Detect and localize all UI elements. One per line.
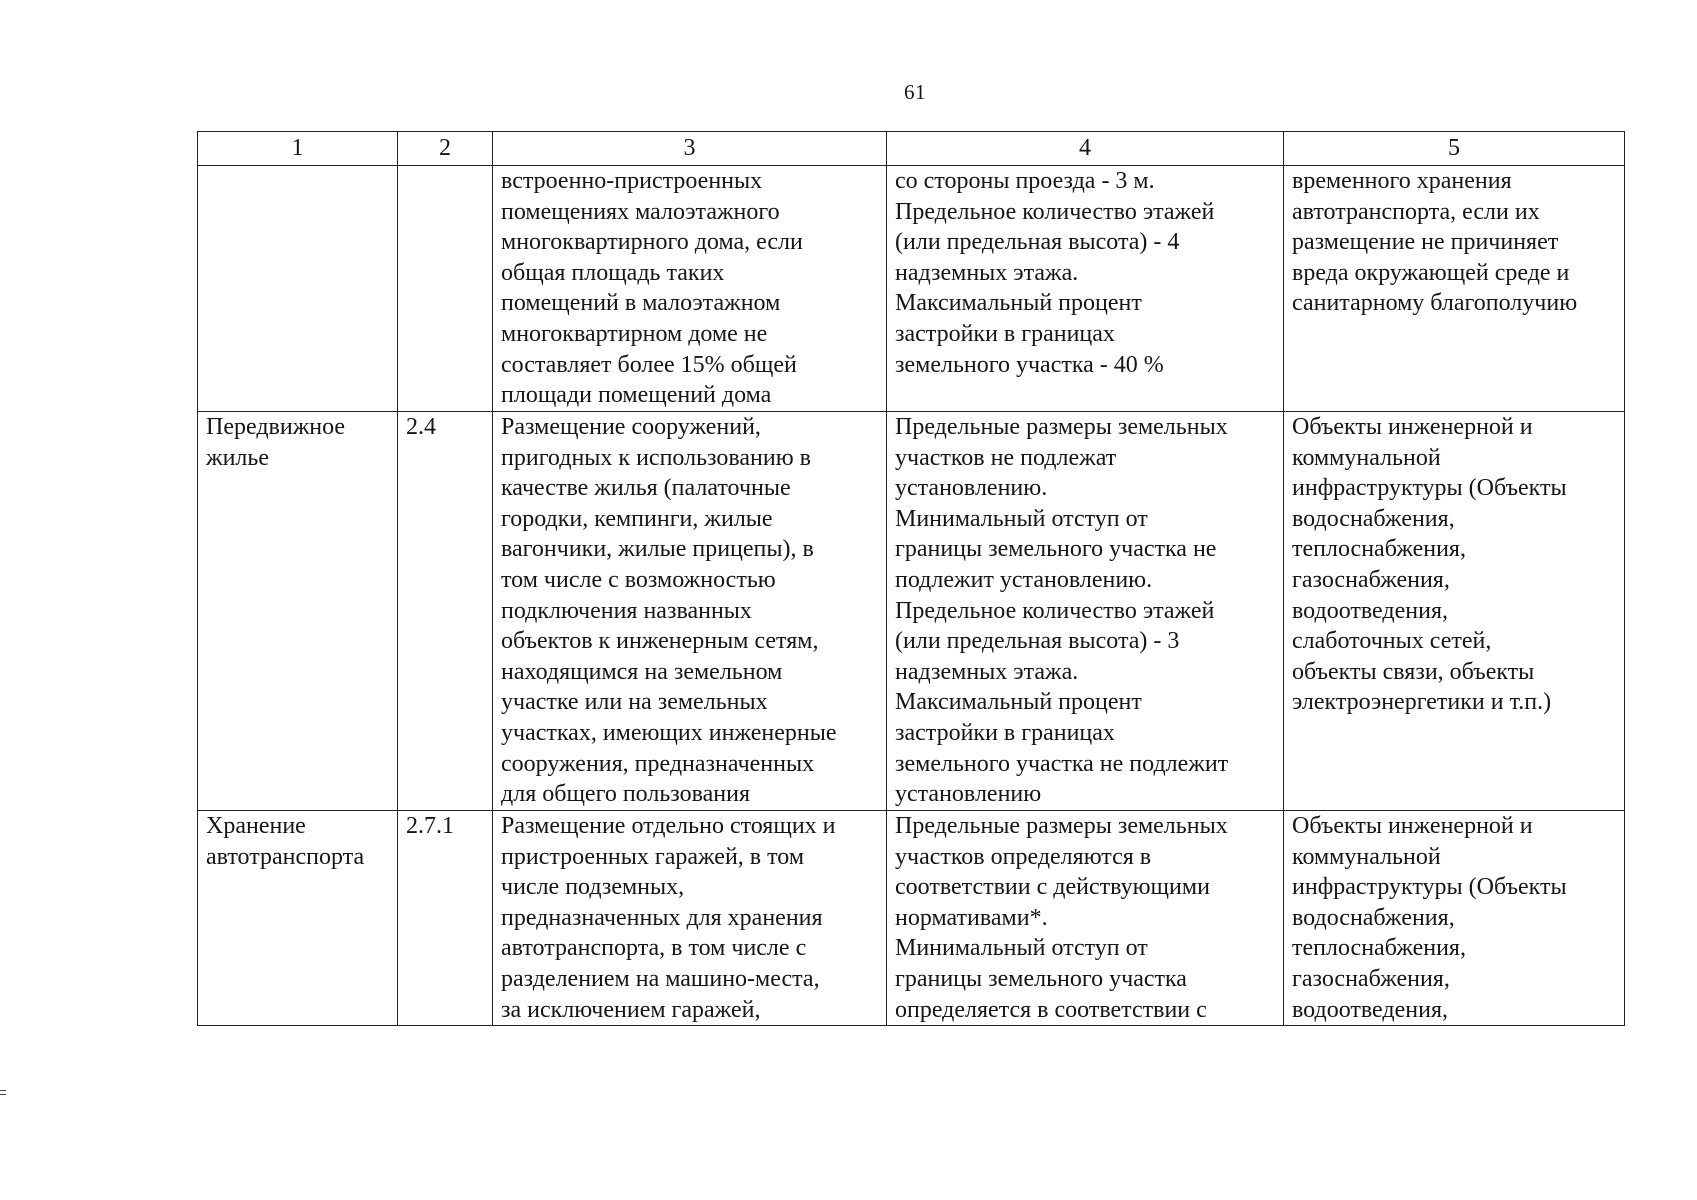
cell-text-line: (или предельная высота) - 3 (895, 628, 1180, 655)
use-name-cell (198, 412, 398, 811)
auxiliary-uses-cell (1284, 166, 1625, 412)
cell-text-line: Предельные размеры земельных (895, 414, 1228, 440)
cell-text-line: предназначенных для хранения (501, 904, 823, 931)
cell-text-line: вреда окружающей среде и (1292, 259, 1570, 286)
cell-text-line: объектов к инженерным сетям, (501, 628, 819, 655)
cell-text-line: определяется в соответствии с (895, 996, 1207, 1023)
cell-text-line: составляет более 15% общей (501, 351, 797, 378)
cell-text-line: объекты связи, объекты (1292, 658, 1535, 685)
use-code-cell (398, 166, 493, 412)
land-use-table (197, 131, 1625, 1026)
cell-text-line: площади помещений дома (501, 382, 772, 409)
cell-text-line: размещение не причиняет (1292, 229, 1559, 256)
auxiliary-uses-cell (1284, 412, 1625, 811)
use-description-cell (493, 412, 887, 811)
cell-text-line: слаботочных сетей, (1292, 628, 1492, 655)
cell-text-line: Хранение (206, 813, 306, 839)
auxiliary-uses-cell (1284, 811, 1625, 1026)
cell-text-line: застройки в границах (895, 320, 1115, 347)
cell-text-line: Размещение отдельно стоящих и (501, 813, 836, 839)
cell-text-line: Предельное количество этажей (895, 597, 1215, 624)
scan-edge-mark (0, 1090, 6, 1095)
cell-text-line: теплоснабжения, (1292, 935, 1466, 962)
cell-text-line: сооружения, предназначенных (501, 750, 815, 777)
cell-text-line: Объекты инженерной и (1292, 414, 1533, 440)
parameters-cell (887, 811, 1284, 1026)
cell-text-line: качестве жилья (палаточные (501, 475, 791, 502)
cell-text-line: водоснабжения, (1292, 904, 1455, 931)
cell-text-line: автотранспорта, в том числе с (501, 935, 807, 962)
cell-text-line: Передвижное (206, 414, 346, 440)
use-name-cell (198, 166, 398, 412)
column-header-1: 1 (198, 132, 398, 166)
cell-text-line: многоквартирного дома, если (501, 229, 803, 256)
cell-text-line: теплоснабжения, (1292, 536, 1466, 563)
cell-text-line: том числе с возможностью (501, 566, 776, 593)
cell-text-line: границы земельного участка не (895, 536, 1217, 563)
cell-text-line: газоснабжения, (1292, 566, 1450, 593)
cell-text-line: жилье (206, 444, 269, 471)
table-row (198, 811, 1625, 1026)
cell-text-line: нормативами*. (895, 904, 1048, 931)
cell-text-line: газоснабжения, (1292, 965, 1450, 992)
cell-text-line: за исключением гаражей, (501, 996, 761, 1023)
cell-text-line: Предельные размеры земельных (895, 813, 1228, 839)
cell-text-line: Предельное количество этажей (895, 198, 1215, 225)
cell-text-line: помещениях малоэтажного (501, 198, 780, 225)
cell-text-line: земельного участка - 40 % (895, 351, 1164, 378)
cell-text-line: электроэнергетики и т.п.) (1292, 689, 1552, 716)
cell-text-line: многоквартирном доме не (501, 320, 768, 347)
cell-text-line: установлению. (895, 475, 1048, 502)
column-header-2: 2 (398, 132, 493, 166)
cell-text-line: водоотведения, (1292, 996, 1448, 1023)
cell-text-line: разделением на машино-места, (501, 965, 820, 992)
cell-text-line: временного хранения (1292, 168, 1512, 194)
cell-text-line: коммунальной (1292, 444, 1441, 471)
cell-text-line: участков не подлежат (895, 444, 1117, 471)
cell-text-line: водоснабжения, (1292, 505, 1455, 532)
cell-text-line: вагончики, жилые прицепы), в (501, 536, 814, 563)
cell-text-line: установлению (895, 781, 1042, 808)
cell-text-line: (или предельная высота) - 4 (895, 229, 1180, 256)
use-name-cell (198, 811, 398, 1026)
cell-text-line: границы земельного участка (895, 965, 1187, 992)
cell-text-line: городки, кемпинги, жилые (501, 505, 773, 532)
parameters-cell (887, 412, 1284, 811)
cell-text-line: застройки в границах (895, 719, 1115, 746)
cell-text-line: надземных этажа. (895, 658, 1079, 685)
cell-text-line: находящимся на земельном (501, 658, 783, 685)
cell-text-line: числе подземных, (501, 874, 685, 901)
cell-text-line: Максимальный процент (895, 290, 1142, 317)
cell-text-line: подключения названных (501, 597, 752, 624)
cell-text-line: общая площадь таких (501, 259, 725, 286)
cell-text-line: Минимальный отступ от (895, 505, 1148, 532)
use-description-cell (493, 166, 887, 412)
use-code-cell (398, 412, 493, 811)
cell-text-line: соответствии с действующими (895, 874, 1210, 901)
cell-text-line: для общего пользования (501, 781, 750, 808)
column-header-4: 4 (887, 132, 1284, 166)
cell-text-line: Максимальный процент (895, 689, 1142, 716)
cell-text-line: земельного участка не подлежит (895, 750, 1229, 777)
cell-text-line: помещений в малоэтажном (501, 290, 781, 317)
cell-text-line: инфраструктуры (Объекты (1292, 874, 1567, 901)
cell-text-line: автотранспорта (206, 843, 365, 870)
cell-text-line: 2.7.1 (406, 813, 454, 839)
cell-text-line: участков определяются в (895, 843, 1152, 870)
cell-text-line: участках, имеющих инженерные (501, 719, 837, 746)
column-header-5: 5 (1284, 132, 1625, 166)
cell-text-line: 2.4 (406, 414, 436, 440)
cell-text-line: Объекты инженерной и (1292, 813, 1533, 839)
use-description-cell (493, 811, 887, 1026)
cell-text-line: участке или на земельных (501, 689, 768, 716)
cell-text-line: Размещение сооружений, (501, 414, 761, 440)
cell-text-line: со стороны проезда - 3 м. (895, 168, 1155, 194)
cell-text-line: подлежит установлению. (895, 566, 1153, 593)
table-row (198, 166, 1625, 412)
cell-text-line: надземных этажа. (895, 259, 1079, 286)
cell-text-line: инфраструктуры (Объекты (1292, 475, 1567, 502)
parameters-cell (887, 166, 1284, 412)
cell-text-line: Минимальный отступ от (895, 935, 1148, 962)
cell-text-line: автотранспорта, если их (1292, 198, 1540, 225)
page-number: 61 (904, 80, 926, 104)
cell-text-line: пристроенных гаражей, в том (501, 843, 805, 870)
column-header-3: 3 (493, 132, 887, 166)
cell-text-line: водоотведения, (1292, 597, 1448, 624)
cell-text-line: пригодных к использованию в (501, 444, 811, 471)
table-row (198, 412, 1625, 811)
use-code-cell (398, 811, 493, 1026)
cell-text-line: коммунальной (1292, 843, 1441, 870)
cell-text-line: встроенно-пристроенных (501, 168, 763, 194)
table-header-row (198, 132, 1625, 166)
cell-text-line: санитарному благополучию (1292, 290, 1578, 317)
